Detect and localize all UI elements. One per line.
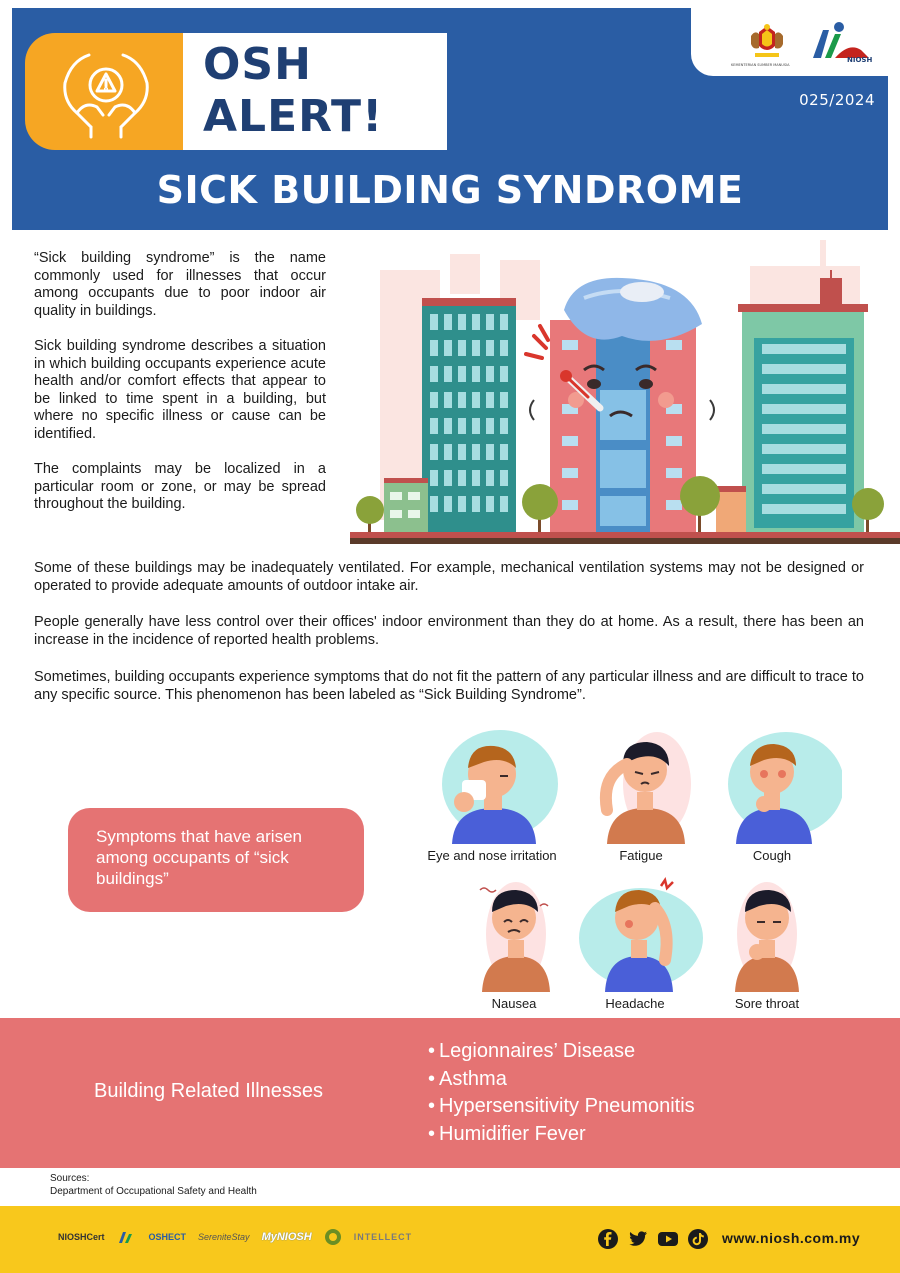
symptom-label: Fatigue — [619, 848, 663, 863]
partner-logo-serenitestay[interactable]: SereniteStay — [198, 1232, 250, 1242]
illnesses-title: Building Related Illnesses — [94, 1080, 324, 1102]
youtube-icon[interactable] — [657, 1228, 679, 1250]
facebook-icon[interactable] — [597, 1228, 619, 1250]
niosh-small-logo-icon — [117, 1230, 137, 1244]
niosh-logo-icon — [809, 20, 873, 64]
sources-text: Department of Occupational Safety and Health — [50, 1186, 257, 1197]
alert-heading-line1: OSH — [203, 39, 312, 90]
illnesses-list — [428, 1038, 695, 1148]
emblem-icon — [324, 1228, 342, 1246]
symptom-label: Eye and nose irritation — [427, 848, 557, 863]
symptoms-card-text: Symptoms that have arisen among occupants of “sick buildings” — [96, 827, 302, 888]
niosh-wordmark: NIOSH — [847, 56, 873, 64]
logo-panel — [691, 8, 900, 76]
intro-paragraph: Sick building syndrome describes a situation in which building occupants experience acute health and/or comfort effects that appear to be linked to time spent in a building, but where no specific illness or cause can be identified. — [34, 338, 326, 442]
intro-text — [34, 250, 326, 532]
symptom-label: Headache — [605, 996, 665, 1011]
footer-bar — [0, 1206, 900, 1273]
sources — [50, 1172, 257, 1198]
alert-text-box — [183, 33, 447, 150]
partner-logo-myniosh[interactable]: MyNIOSH — [261, 1231, 312, 1243]
alert-heading-line2: ALERT! — [203, 91, 384, 142]
intro-paragraph: “Sick building syndrome” is the name commonly used for illnesses that occur among occupants due to poor indoor air quality in buildings. — [34, 250, 326, 319]
symptom-label: Sore throat — [734, 996, 800, 1011]
symptoms-card — [68, 808, 364, 912]
partner-logo-intellect[interactable]: INTELLECT — [353, 1232, 413, 1242]
symptom-sore-throat — [692, 876, 842, 1011]
alert-icon-box — [25, 33, 183, 150]
issue-number: 025/2024 — [799, 91, 875, 109]
tiktok-icon[interactable] — [687, 1228, 709, 1250]
malaysia-crest-icon — [745, 22, 789, 62]
intro-paragraph: The complaints may be localized in a particular room or zone, or may be spread throughout the building. — [34, 461, 326, 512]
list-item: • Humidifier Fever — [428, 1122, 586, 1145]
ministry-caption: KEMENTERIAN SUMBER MANUSIA — [731, 63, 790, 67]
partner-logo-nioshcert[interactable]: NIOSHCert — [58, 1232, 105, 1242]
sources-label: Sources: — [50, 1173, 90, 1184]
symptom-label: Cough — [752, 848, 792, 863]
symptom-label: Nausea — [491, 996, 537, 1011]
coughing-person-icon — [702, 726, 842, 844]
website-link[interactable]: www.niosh.com.my — [722, 1230, 861, 1246]
symptom-cough — [697, 726, 847, 863]
list-item: • Legionnaires’ Disease — [428, 1040, 636, 1062]
hands-warning-icon — [51, 41, 161, 141]
symptom-fatigue — [566, 726, 716, 863]
social-links — [597, 1228, 709, 1250]
building-related-illnesses-band — [0, 1018, 900, 1168]
partner-logo-oshect[interactable]: OSHECT — [148, 1232, 187, 1242]
list-item: • Asthma — [428, 1067, 507, 1090]
headache-person-icon — [565, 876, 705, 992]
body-paragraph: Sometimes, building occupants experience symptoms that do not fit the pattern of any particular illness and are difficult to trace to any specific source. This phenomenon has been labeled as “Sick Building Syndrome”. — [34, 669, 864, 703]
body-paragraph: People generally have less control over their offices' indoor environment than they do at home. As a result, there has been an increase in the incidence of reported health problems. — [34, 614, 864, 648]
page-title: SICK BUILDING SYNDROME — [156, 168, 744, 212]
osh-alert-badge — [25, 33, 447, 150]
twitter-icon[interactable] — [627, 1228, 649, 1250]
partner-logos — [58, 1228, 412, 1246]
sore-throat-person-icon — [697, 876, 837, 992]
sneezing-person-icon — [422, 726, 562, 844]
symptom-eye-nose-irritation — [417, 726, 567, 863]
tired-person-icon — [571, 726, 711, 844]
sick-building-illustration — [350, 240, 900, 548]
list-item: • Hypersensitivity Pneumonitis — [428, 1095, 695, 1117]
body-paragraph: Some of these buildings may be inadequately ventilated. For example, mechanical ventilation systems may not be designed or operated to provide adequate amounts of outdoor intake air. — [34, 560, 864, 594]
symptom-headache — [560, 876, 710, 1011]
